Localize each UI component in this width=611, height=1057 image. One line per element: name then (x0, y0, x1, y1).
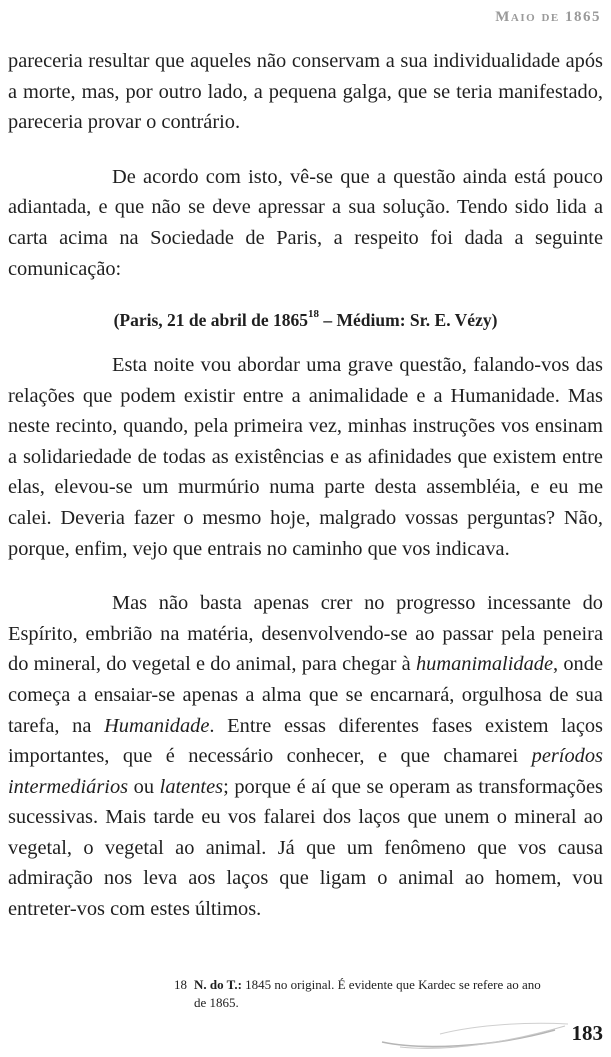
decorative-swirl-icon (380, 1020, 570, 1052)
heading-text-pre: (Paris, 21 de abril de 1865 (113, 309, 309, 330)
page-number: 183 (571, 1021, 603, 1045)
footnote-line-2: de 1865. (194, 995, 239, 1010)
p4-emphasis-periodos: períodos intermediários (8, 745, 603, 798)
footnote-label: N. do T.: (194, 977, 242, 992)
p4-text-3: . Entre essas diferentes fases existem laços importantes, que é necessário conhecer, e que chamarei (8, 714, 603, 768)
running-header: Maio de 1865 (495, 9, 601, 25)
p4-text-4: ou (128, 775, 160, 798)
p4-text-2: , onde começa a ensaiar-se apenas a alma que se encarnará, orgulhosa de sua tarefa, na (8, 653, 603, 737)
footnote-line-1: 1845 no original. É evidente que Kardec se refere ao ano (241, 977, 541, 992)
paragraph-3: Esta noite vou abordar uma grave questão, falando-vos das relações que podem existir entre a animalidade e a Humanidade. Mas neste recinto, quando, pela primeira vez, minhas instruções vos ensinam a solidariedade de todas as existências e as afinidades que existem entre elas, elevou-se um murmúrio numa parte desta assembléia, e eu me calei. Deveria fazer o mesmo hoje, malgrado vossas perguntas? Não, porque, enfim, vejo que entrais no caminho que vos indicava. (8, 353, 603, 560)
footnote-ref-18[interactable]: 18 (308, 308, 320, 321)
p4-text-5: ; porque é aí que se operam as transformações sucessivas. Mais tarde eu vos falarei dos laços que unem o mineral ao vegetal, o vegetal ao animal. Já que um fenômeno que vos causa admiração nos leva aos laços que ligam o animal ao homem, vou entreter-vos com estes últimos. (8, 775, 603, 921)
heading-text-post: – Médium: Sr. E. Vézy) (319, 309, 498, 330)
footnote-18 (174, 976, 604, 1012)
paragraph-4 (8, 588, 603, 925)
footnote-number: 18 (174, 977, 187, 992)
p4-emphasis-humanimalidade: humanimalidade (415, 653, 554, 676)
communication-heading (8, 304, 603, 332)
p4-emphasis-latentes: latentes (159, 775, 224, 798)
p4-emphasis-humanidade: Humanidade (104, 714, 210, 737)
main-text (8, 46, 603, 925)
paragraph-1: pareceria resultar que aqueles não conservam a sua individualidade após a morte, mas, por outro lado, a pequena galga, que se teria manifestado, pareceria provar o contrário. (8, 50, 603, 134)
paragraph-2: De acordo com isto, vê-se que a questão ainda está pouco adiantada, e que não se deve apressar a sua solução. Tendo sido lida a carta acima na Sociedade de Paris, a respeito foi dada a seguinte comunicação: (8, 165, 603, 280)
p4-text-1: Mas não basta apenas crer no progresso incessante do Espírito, embrião na matéria, desenvolvendo-se ao passar pela peneira do mineral, do vegetal e do animal, para chegar à (8, 592, 603, 676)
